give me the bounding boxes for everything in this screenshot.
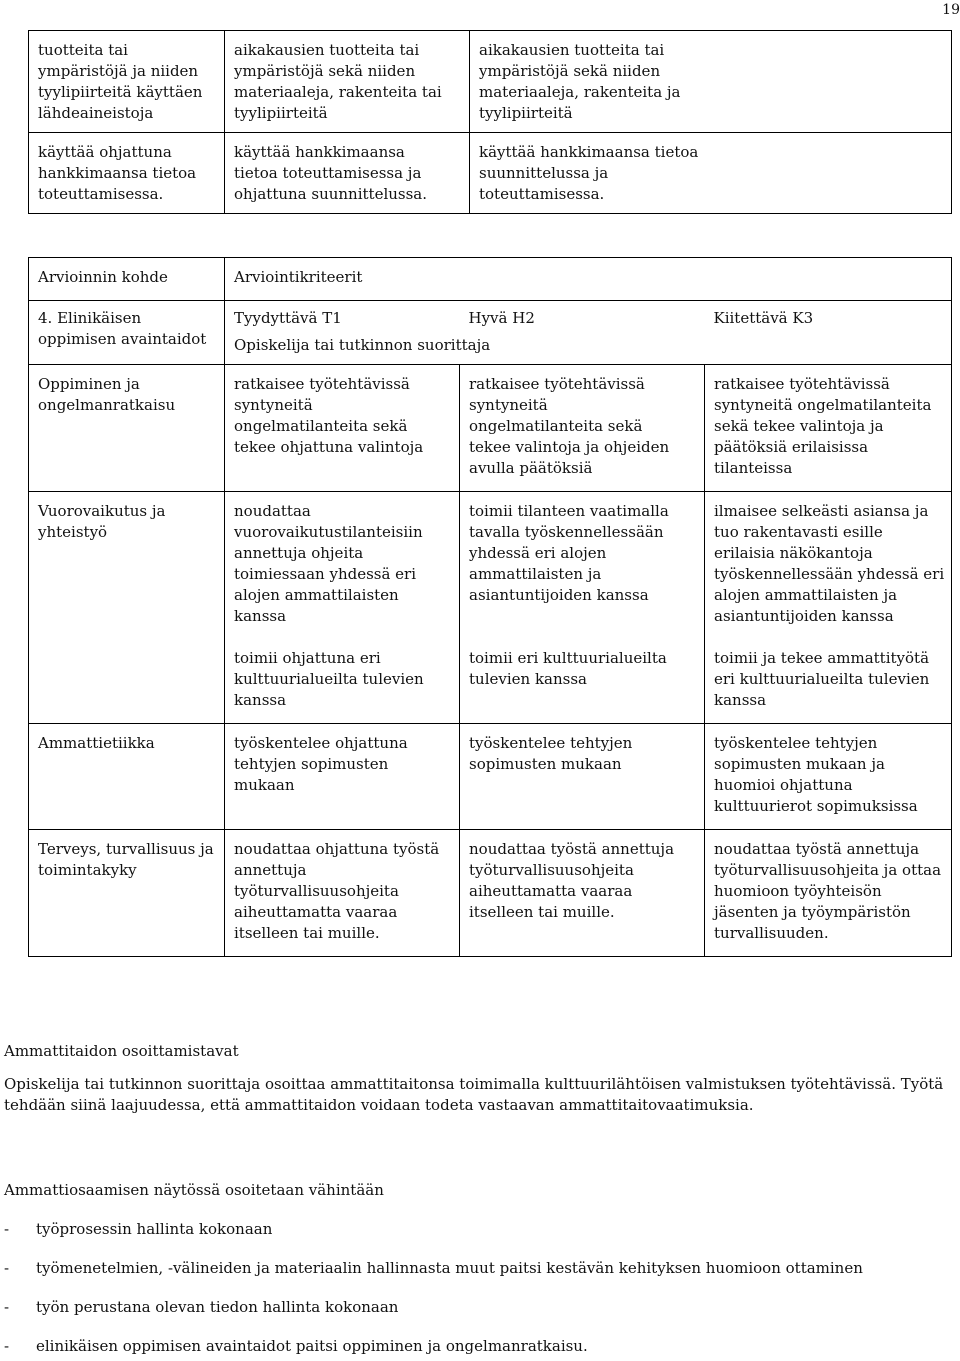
criteria-h2: toimii tilanteen vaatimalla tavalla työskennellessään yhdessä eri alojen ammattilaisten ja asiantuntijoiden kanssa xyxy=(460,492,705,640)
assessment-target: Terveys, turvallisuus ja toimintakyky xyxy=(29,830,225,957)
table-cell: aikakausien tuotteita tai ympäristöjä sekä niiden materiaaleja, rakenteita ja tyylipiirteitä xyxy=(470,31,952,133)
page-number: 19 xyxy=(942,2,960,18)
assessment-target: Vuorovaikutus ja yhteistyö xyxy=(29,492,225,724)
level-h2: Hyvä H2 xyxy=(460,301,705,334)
criteria-h2: toimii eri kulttuurialueilta tulevien kanssa xyxy=(460,639,705,724)
criteria-t1: työskentelee ohjattuna tehtyjen sopimusten mukaan xyxy=(225,724,460,830)
criteria-t1: noudattaa vuorovaikutustilanteisiin annettuja ohjeita toimiessaan yhdessä eri alojen ammattilaisten kanssa xyxy=(225,492,460,640)
table-row xyxy=(29,133,952,214)
criteria-k3: ilmaisee selkeästi asiansa ja tuo rakentavasti esille erilaisia näkökantoja työskennellessään yhdessä eri alojen ammattilaisten ja asiantuntijoiden kanssa xyxy=(705,492,952,640)
criteria-t1: ratkaisee työtehtävissä syntyneitä ongelmatilanteita sekä tekee ohjattuna valintoja xyxy=(225,365,460,492)
assessment-target: Ammattietiikka xyxy=(29,724,225,830)
table-cell: tuotteita tai ympäristöjä ja niiden tyylipiirteitä käyttäen lähdeaineistoja xyxy=(29,31,225,133)
criteria-k3: toimii ja tekee ammattityötä eri kulttuurialueilta tulevien kanssa xyxy=(705,639,952,724)
header-assessment-target: Arvioinnin kohde xyxy=(29,258,225,301)
criteria-k3: ratkaisee työtehtävissä syntyneitä ongelmatilanteita sekä tekee valintoja ja päätöksiä erilaisissa tilanteissa xyxy=(705,365,952,492)
list-item-text: työmenetelmien, -välineiden ja materiaalin hallinnasta muut paitsi kestävän kehityksen huomioon ottaminen xyxy=(36,1259,863,1277)
criteria-h2: noudattaa työstä annettuja työturvallisuusohjeita aiheuttamatta vaaraa itselleen tai muille. xyxy=(460,830,705,957)
table-row xyxy=(29,301,952,334)
section-heading: Ammattitaidon osoittamistavat xyxy=(4,1042,239,1060)
criteria-h2: työskentelee tehtyjen sopimusten mukaan xyxy=(460,724,705,830)
list-item xyxy=(4,1258,863,1279)
section-paragraph: Opiskelija tai tutkinnon suorittaja osoittaa ammattitaitonsa toimimalla kulttuurilähtöisen valmistuksen työtehtävissä. Työtä tehdään siinä laajuudessa, että ammattitaidon voidaan todeta vastaavan ammattitaitovaatimuksia. xyxy=(4,1075,944,1114)
table-cell: käyttää hankkimaansa tietoa suunnittelussa ja toteuttamisessa. xyxy=(470,133,952,214)
demonstration-section xyxy=(4,1041,952,1116)
bullet-dash: - xyxy=(4,1259,10,1277)
level-k3: Kiitettävä K3 xyxy=(705,301,952,334)
section-title: 4. Elinikäisen oppimisen avaintaidot xyxy=(29,301,225,365)
table-cell: käyttää hankkimaansa tietoa toteuttamisessa ja ohjattuna suunnittelussa. xyxy=(225,133,470,214)
list-item xyxy=(4,1336,588,1357)
table-row xyxy=(29,365,952,492)
criteria-k3: työskentelee tehtyjen sopimusten mukaan ja huomioi ohjattuna kulttuurierot sopimuksissa xyxy=(705,724,952,830)
criteria-t1: noudattaa ohjattuna työstä annettuja työturvallisuusohjeita aiheuttamatta vaaraa itselleen tai muille. xyxy=(225,830,460,957)
test-section-heading: Ammattiosaamisen näytössä osoitetaan vähintään xyxy=(4,1181,384,1199)
list-item-text: työprosessin hallinta kokonaan xyxy=(36,1220,273,1238)
criteria-t1: toimii ohjattuna eri kulttuurialueilta tulevien kanssa xyxy=(225,639,460,724)
table-row xyxy=(29,31,952,133)
level-t1: Tyydyttävä T1 xyxy=(225,301,460,334)
list-item-text: työn perustana olevan tiedon hallinta kokonaan xyxy=(36,1298,399,1316)
criteria-h2: ratkaisee työtehtävissä syntyneitä ongelmatilanteita sekä tekee valintoja ja ohjeiden avulla päätöksiä xyxy=(460,365,705,492)
criteria-k3: noudattaa työstä annettuja työturvallisuusohjeita ja ottaa huomioon työyhteisön jäsenten ja työympäristön turvallisuuden. xyxy=(705,830,952,957)
subject-row: Opiskelija tai tutkinnon suorittaja xyxy=(225,333,952,365)
table-cell: käyttää ohjattuna hankkimaansa tietoa toteuttamisessa. xyxy=(29,133,225,214)
table-row xyxy=(29,492,952,640)
criteria-table-continued xyxy=(28,30,952,214)
table-cell: aikakausien tuotteita tai ympäristöjä sekä niiden materiaaleja, rakenteita tai tyylipiirteitä xyxy=(225,31,470,133)
table-row xyxy=(29,724,952,830)
list-item-text: elinikäisen oppimisen avaintaidot paitsi oppiminen ja ongelmanratkaisu. xyxy=(36,1337,588,1355)
list-item xyxy=(4,1297,398,1318)
table-header-row xyxy=(29,258,952,301)
assessment-target: Oppiminen ja ongelmanratkaisu xyxy=(29,365,225,492)
header-assessment-criteria: Arviointikriteerit xyxy=(225,258,952,301)
bullet-dash: - xyxy=(4,1298,10,1316)
list-item xyxy=(4,1219,272,1240)
table-row xyxy=(29,830,952,957)
criteria-table xyxy=(28,257,952,957)
bullet-dash: - xyxy=(4,1337,10,1355)
bullet-dash: - xyxy=(4,1220,10,1238)
